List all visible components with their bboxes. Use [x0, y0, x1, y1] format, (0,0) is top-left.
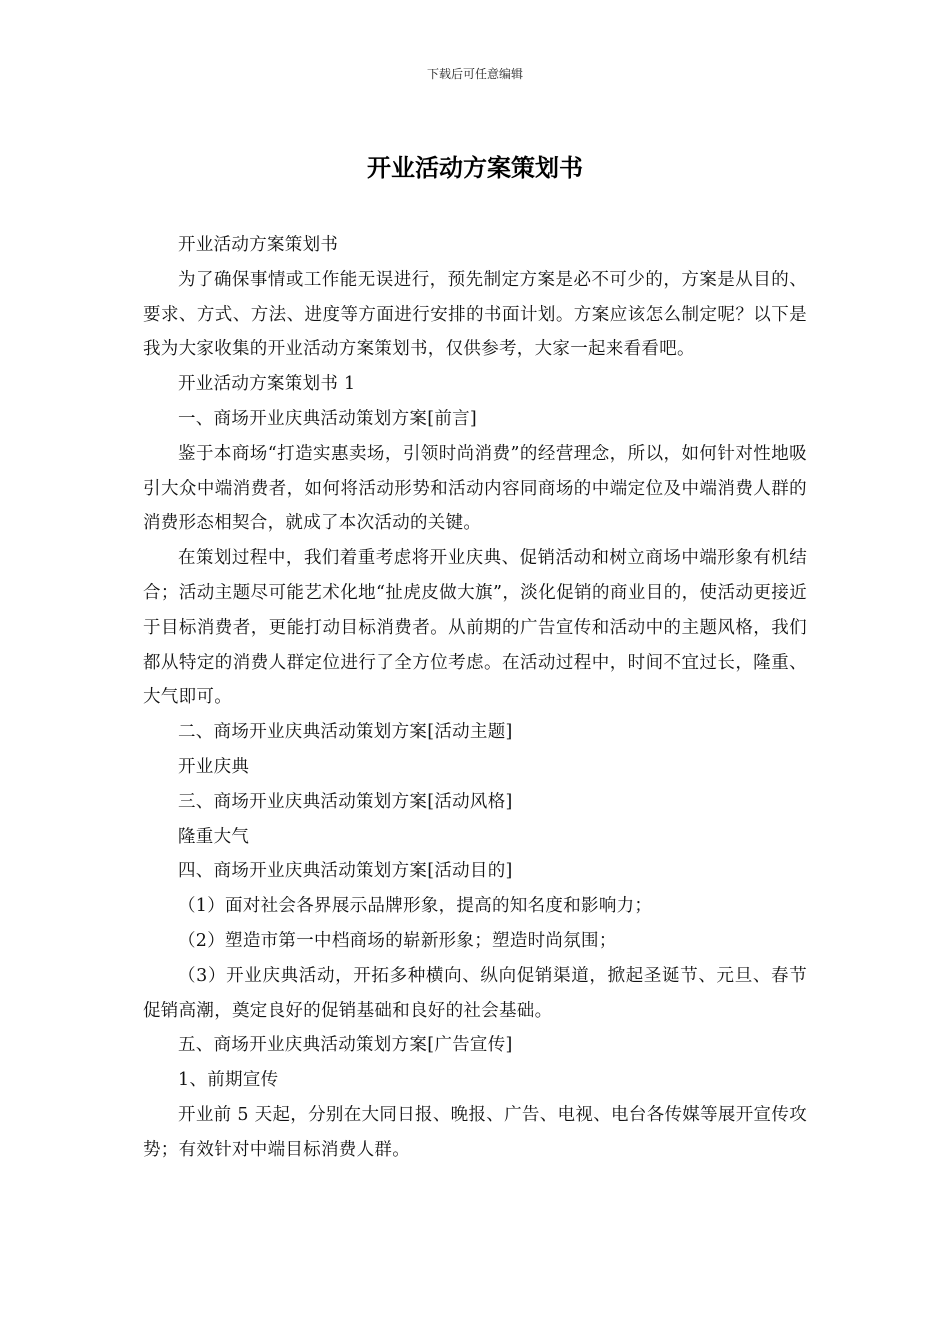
paragraph-goal-2: （2）塑造市第一中档商场的崭新形象；塑造时尚氛围；: [178, 930, 617, 951]
paragraph-heading-advertising: 五、商场开业庆典活动策划方案[广告宣传]: [178, 1035, 513, 1056]
paragraph-heading-theme: 二、商场开业庆典活动策划方案[活动主题]: [178, 722, 513, 743]
document-body: [143, 228, 807, 1168]
paragraph-preface-2: 在策划过程中，我们着重考虑将开业庆典、促销活动和树立商场中端形象有机结合；活动主题尽可能艺术化地“扯虎皮做大旗”，淡化促销的商业目的，使活动更接近于目标消费者，更能打动目标消费者。从前期的广告宣传和活动中的主题风格，我们都从特定的消费人群定位进行了全方位考虑。在活动过程中，时间不宜过长，隆重、大气即可。: [143, 548, 807, 708]
paragraph-goal-3: （3）开业庆典活动，开拓多种横向、纵向促销渠道，掀起圣诞节、元旦、春节促销高潮，奠定良好的促销基础和良好的社会基础。: [143, 965, 807, 1021]
paragraph-heading-goal: 四、商场开业庆典活动策划方案[活动目的]: [178, 861, 513, 882]
paragraph-theme: 开业庆典: [178, 756, 250, 777]
paragraph-goal-1: （1）面对社会各界展示品牌形象，提高的知名度和影响力；: [178, 896, 653, 917]
paragraph-heading-style: 三、商场开业庆典活动策划方案[活动风格]: [178, 791, 513, 812]
paragraph-subtitle: 开业活动方案策划书: [178, 235, 339, 255]
paragraph-section-heading: 开业活动方案策划书 1: [178, 374, 356, 395]
paragraph-advertising-detail: 开业前 5 天起，分别在大同日报、晚报、广告、电视、电台各传媒等展开宣传攻势；有效针对中端目标消费人群。: [143, 1104, 807, 1160]
paragraph-heading-preface: 一、商场开业庆典活动策划方案[前言]: [178, 408, 478, 429]
page-header-note: 下载后可任意编辑: [426, 67, 523, 81]
paragraph-preface-1: 鉴于本商场“打造实惠卖场，引领时尚消费”的经营理念，所以，如何针对性地吸引大众中端消费者，如何将活动形势和活动内容同商场的中端定位及中端消费人群的消费形态相契合，就成了本次活动的关键。: [143, 443, 807, 534]
paragraph-intro: 为了确保事情或工作能无误进行，预先制定方案是必不可少的，方案是从目的、要求、方式、方法、进度等方面进行安排的书面计划。方案应该怎么制定呢？以下是我为大家收集的开业活动方案策划书，仅供参考，大家一起来看看吧。: [143, 269, 807, 360]
paragraph-style: 隆重大气: [178, 826, 250, 847]
paragraph-advertising-subheading: 1、前期宣传: [178, 1070, 279, 1091]
document-title: 开业活动方案策划书: [367, 153, 583, 182]
